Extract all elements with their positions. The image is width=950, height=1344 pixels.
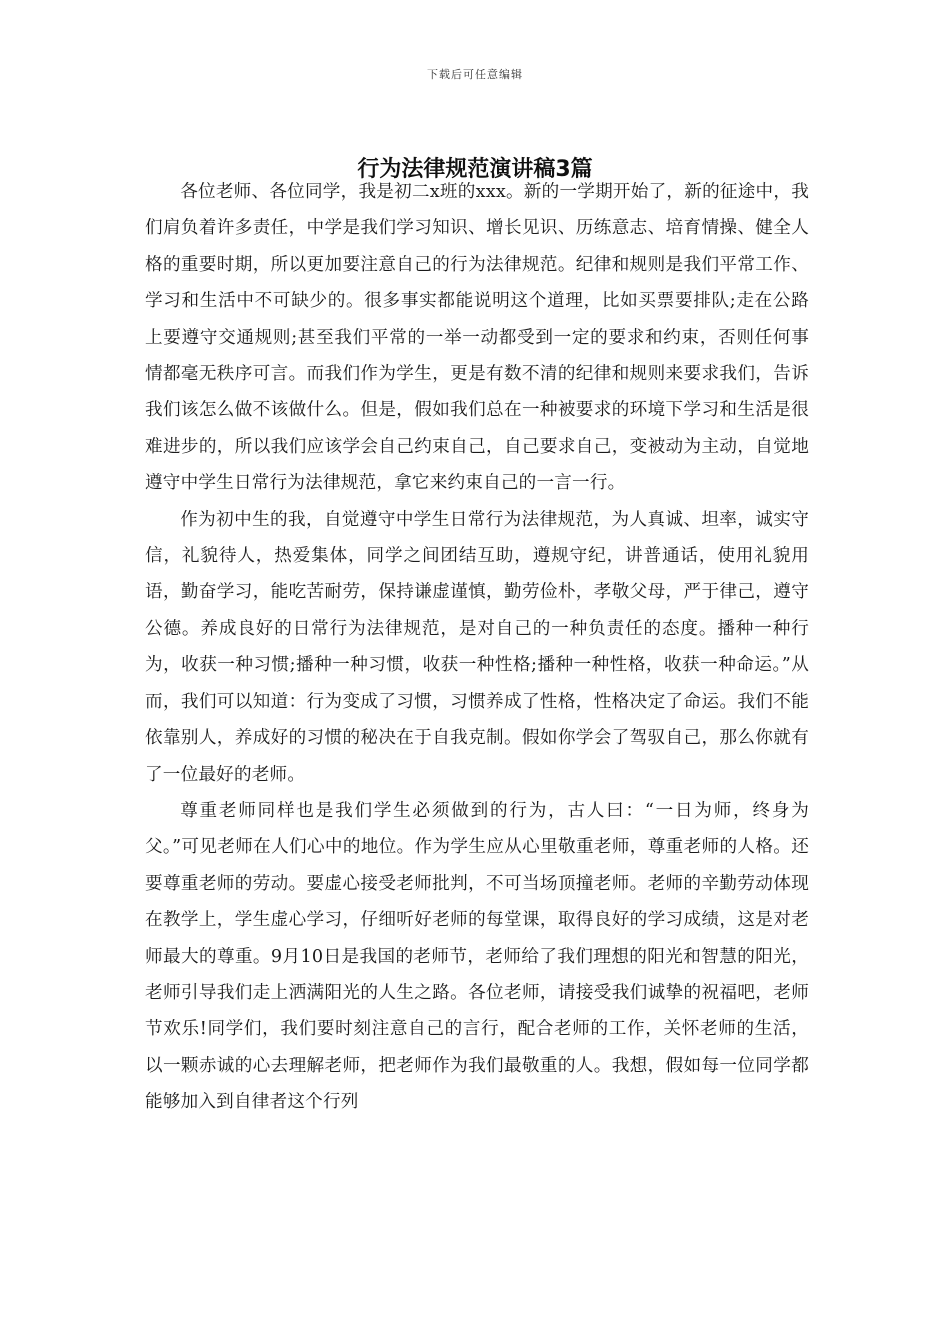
document-title: 行为法律规范演讲稿3篇: [357, 157, 593, 182]
paragraph-1: 各位老师、各位同学，我是初二x班的xxx。新的一学期开始了，新的征途中，我们肩负着许多责任，中学是我们学习知识、增长见识、历练意志、培育情操、健全人格的重要时期，所以更加要注意自己的行为法律规范。纪律和规则是我们平常工作、学习和生活中不可缺少的。很多事实都能说明这个道理，比如买票要排队;走在公路上要遵守交通规则;甚至我们平常的一举一动都受到一定的要求和约束，否则任何事情都毫无秩序可言。而我们作为学生，更是有数不清的纪律和规则来要求我们，告诉我们该怎么做不该做什么。但是，假如我们总在一种被要求的环境下学习和生活是很难进步的，所以我们应该学会自己约束自己，自己要求自己，变被动为主动，自觉地遵守中学生日常行为法律规范，拿它来约束自己的一言一行。: [145, 182, 809, 494]
paragraph-3: 尊重老师同样也是我们学生必须做到的行为，古人曰：“一日为师，终身为父。”可见老师在人们心中的地位。作为学生应从心里敬重老师，尊重老师的人格。还要尊重老师的劳动。要虚心接受老师批判，不可当场顶撞老师。老师的辛勤劳动体现在教学上，学生虚心学习，仔细听好老师的每堂课，取得良好的学习成绩，这是对老师最大的尊重。9月10日是我国的老师节，老师给了我们理想的阳光和智慧的阳光，老师引导我们走上洒满阳光的人生之路。各位老师，请接受我们诚挚的祝福吧，老师节欢乐!同学们，我们要时刻注意自己的言行，配合老师的工作，关怀老师的生活，以一颗赤诚的心去理解老师，把老师作为我们最敬重的人。我想，假如每一位同学都能够加入到自律者这个行列: [145, 800, 809, 1113]
header-note: 下载后可任意编辑: [427, 68, 523, 81]
paragraph-2: 作为初中生的我，自觉遵守中学生日常行为法律规范，为人真诚、坦率，诚实守信，礼貌待人，热爱集体，同学之间团结互助，遵规守纪，讲普通话，使用礼貌用语，勤奋学习，能吃苦耐劳，保持谦虚谨慎，勤劳俭朴，孝敬父母，严于律己，遵守公德。养成良好的日常行为法律规范，是对自己的一种负责任的态度。播种一种行为，收获一种习惯;播种一种习惯，收获一种性格;播种一种性格，收获一种命运。”从而，我们可以知道：行为变成了习惯，习惯养成了性格，性格决定了命运。我们不能依靠别人，养成好的习惯的秘决在于自我克制。假如你学会了驾驭自己，那么你就有了一位最好的老师。: [145, 509, 809, 785]
document-body: [145, 174, 809, 1121]
